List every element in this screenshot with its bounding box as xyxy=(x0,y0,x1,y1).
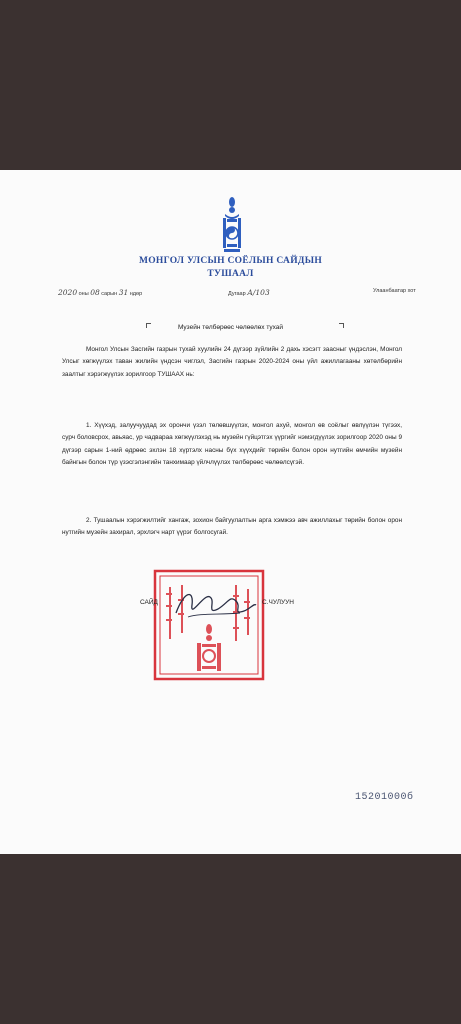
date-year: 2020 xyxy=(58,288,78,297)
date-day: 31 xyxy=(118,288,129,297)
date-line xyxy=(58,288,142,297)
org-title: МОНГОЛ УЛСЫН СОЁЛЫН САЙДЫН xyxy=(138,256,323,266)
serial-number: 15201000б xyxy=(355,792,414,803)
document-page xyxy=(0,170,461,854)
item-1-paragraph: 1. Хүүхэд, залуучуудад эх орончи үзэл төлөвшүүлэх, монгол ахуй, монгол өв соёлыг өвлүүлэн түгээх, сурч боловсрох, авьяас, ур чадвараа хөгжүүлэхэд нь музейн гүйцэтгэх үүргийг нэмэгдүүлэх зорилгоор 2020 оны 9 дүгээр сарын 1-ний өдрөөс эхлэн 18 хүртэлх насны бүх хүүхдийг төрийн болон орон нутгийн өмчийн музейн байнгын болон түр үзэсгэлэнгийн танхимаар үйлчлүүлэх төлбөрөөс чөлөөлсүгэй. xyxy=(62,422,402,467)
date-day-suffix: ндөр xyxy=(129,291,143,297)
signer-name: С.ЧУЛУУН xyxy=(262,599,294,606)
body-intro xyxy=(62,344,402,381)
document-subject: Музейн төлбөрөөс чөлөөлөх тухай xyxy=(177,324,284,331)
order-number xyxy=(228,288,270,297)
date-month: 08 xyxy=(90,288,100,297)
handwritten-signature-icon xyxy=(170,583,260,628)
order-number-label: Дугаар xyxy=(228,291,246,297)
body-item-2 xyxy=(62,515,402,540)
body-item-1 xyxy=(62,420,402,470)
soyombo-emblem-icon xyxy=(218,196,246,256)
intro-paragraph: Монгол Улсын Засгийн газрын тухай хуулийн 24 дүгээр зүйлийн 2 дахь хэсэгт заасныг үндэслэн, Монгол Улсыг хөгжүүлэх таван жилийн үндсэн чиглэл, Засгийн газрын 2020-2024 оны үйл ажиллагааны хөтөлбөрийн заалтыг хэрэгжүүлэх зорилгоор ТУШААХ нь: xyxy=(62,346,402,378)
document-type: ТУШААЛ xyxy=(207,269,254,279)
order-number-value: А/103 xyxy=(247,288,270,297)
item-2-paragraph: 2. Тушаалын хэрэгжилтийг хангаж, зохион байгуулалтын арга хэмжээ авч ажиллахыг төрийн болон орон нутгийн музейн захирал, эрхлэгч нарт үүрэг болгосугай. xyxy=(62,517,402,537)
date-year-suffix: оны xyxy=(78,291,89,297)
signer-title: САЙД xyxy=(140,599,158,606)
place: Улаанбаатар хот xyxy=(373,288,416,294)
date-month-suffix: сарын xyxy=(101,291,118,297)
